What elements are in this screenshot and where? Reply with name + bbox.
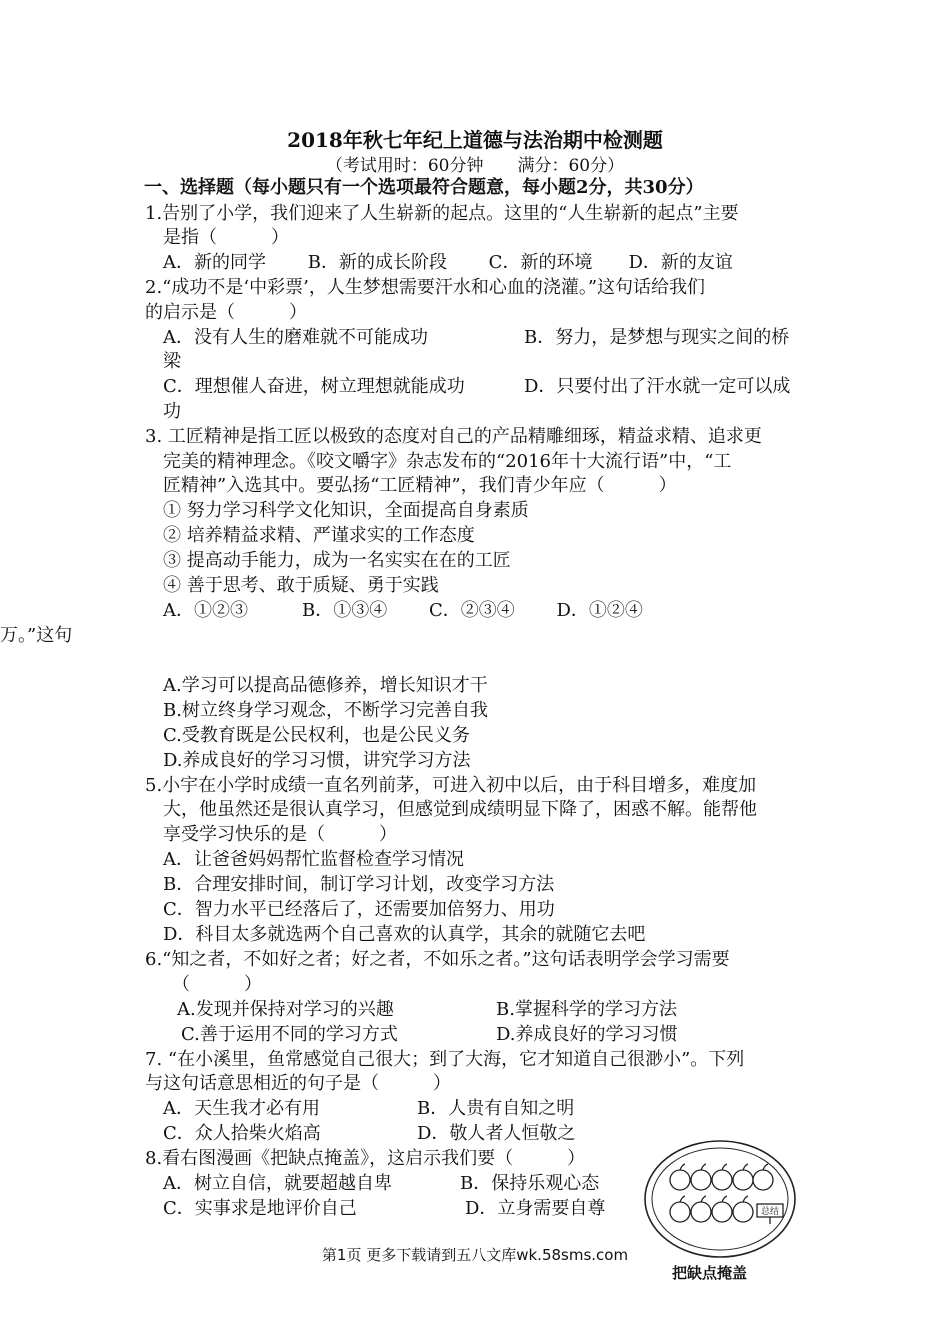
q6-option-c: C.善于运用不同的学习方式 bbox=[181, 1024, 398, 1045]
q7-option-b: B．人贵有自知之明 bbox=[417, 1098, 575, 1119]
q5-option-a: A．让爸爸妈妈帮忙监督检查学习情况 bbox=[163, 849, 464, 870]
q5-stem-line2: 大，他虽然还是很认真学习，但感觉到成绩明显下降了，困惑不解。能帮他 bbox=[163, 799, 757, 820]
q4-stem-fragment: 万。”这句 bbox=[0, 625, 73, 646]
q2-option-d-cont: 功 bbox=[163, 401, 181, 422]
q3-stem-line1: 3. 工匠精神是指工匠以极致的态度对自己的产品精雕细琢，精益求精、追求更 bbox=[145, 426, 762, 447]
q6-stem-line1: 6.“知之者，不如好之者；好之者，不如乐之者。”这句话表明学会学习需要 bbox=[145, 949, 730, 970]
q3-item-3: ③ 提高动手能力，成为一名实实在在的工匠 bbox=[163, 550, 511, 571]
q4-option-b: B.树立终身学习观念，不断学习完善自我 bbox=[163, 700, 488, 721]
q3-options: A．①②③ B．①③④ C．②③④ D．①②④ bbox=[163, 600, 643, 621]
q3-stem-line3: 匠精神”入选其中。要弘扬“工匠精神”，我们青少年应（ ） bbox=[163, 475, 677, 496]
q8-option-d: D．立身需要自尊 bbox=[465, 1198, 606, 1219]
q6-option-b: B.掌握科学的学习方法 bbox=[496, 999, 677, 1020]
page-footer: 第1页 更多下载请到五八文库wk.58sms.com bbox=[321, 1246, 629, 1264]
cartoon-illustration bbox=[642, 1138, 798, 1260]
q6-option-a: A.发现并保持对学习的兴趣 bbox=[177, 999, 394, 1020]
cartoon-caption: 把缺点掩盖 bbox=[672, 1264, 748, 1282]
q2-stem-line2: 的启示是（ ） bbox=[145, 302, 307, 323]
q7-option-d: D．敬人者人恒敬之 bbox=[417, 1123, 576, 1144]
q5-option-b: B．合理安排时间，制订学习计划，改变学习方法 bbox=[163, 874, 555, 895]
q5-stem-line1: 5.小宇在小学时成绩一直名列前茅，可进入初中以后，由于科目增多，难度加 bbox=[145, 775, 757, 796]
exam-title: 2018年秋七年纪上道德与法治期中检测题 bbox=[287, 128, 663, 152]
q1-options: A．新的同学 B．新的成长阶段 C．新的环境 D．新的友谊 bbox=[163, 252, 733, 273]
q1-stem-line2: 是指（ ） bbox=[163, 227, 289, 248]
q3-item-2: ② 培养精益求精、严谨求实的工作态度 bbox=[163, 525, 475, 546]
q4-option-c: C.受教育既是公民权利，也是公民义务 bbox=[163, 725, 470, 746]
section-heading: 一、选择题（每小题只有一个选项最符合题意，每小题2分，共30分） bbox=[144, 177, 704, 198]
q4-option-d: D.养成良好的学习习惯，讲究学习方法 bbox=[163, 750, 471, 771]
q7-option-a: A．天生我才必有用 bbox=[163, 1098, 320, 1119]
q1-stem-line1: 1.告别了小学，我们迎来了人生崭新的起点。这里的“人生崭新的起点”主要 bbox=[145, 203, 739, 224]
q8-option-a: A．树立自信，就要超越自卑 bbox=[163, 1173, 392, 1194]
q2-option-b: B．努力，是梦想与现实之间的桥 bbox=[524, 327, 790, 348]
q2-option-d: D．只要付出了汗水就一定可以成 bbox=[524, 376, 791, 397]
q7-option-c: C．众人拾柴火焰高 bbox=[163, 1123, 321, 1144]
q8-option-c: C．实事求是地评价自己 bbox=[163, 1198, 357, 1219]
q3-item-1: ① 努力学习科学文化知识，全面提高自身素质 bbox=[163, 500, 529, 521]
q2-option-b-cont: 梁 bbox=[163, 351, 181, 372]
q5-option-d: D．科目太多就选两个自己喜欢的认真学，其余的就随它去吧 bbox=[163, 924, 646, 945]
q8-stem: 8.看右图漫画《把缺点掩盖》，这启示我们要（ ） bbox=[145, 1148, 586, 1169]
exam-subtitle: （考试用时：60分钟 满分：60分） bbox=[325, 156, 625, 176]
q2-option-c: C．理想催人奋进，树立理想就能成功 bbox=[163, 376, 465, 397]
q6-stem-line2: （ ） bbox=[172, 974, 262, 995]
q8-option-b: B．保持乐观心态 bbox=[460, 1173, 600, 1194]
q6-option-d: D.养成良好的学习习惯 bbox=[496, 1024, 678, 1045]
q4-option-a: A.学习可以提高品德修养，增长知识才干 bbox=[163, 675, 488, 696]
q5-stem-line3: 享受学习快乐的是（ ） bbox=[163, 824, 397, 845]
q7-stem-line1: 7. “在小溪里，鱼常感觉自己很大；到了大海，它才知道自己很渺小”。下列 bbox=[145, 1049, 745, 1070]
q3-stem-line2: 完美的精神理念。《咬文嚼字》杂志发布的“2016年十大流行语”中，“工 bbox=[163, 451, 732, 472]
cartoon-sign-text: 总结 bbox=[760, 1207, 780, 1217]
q2-option-a: A．没有人生的磨难就不可能成功 bbox=[163, 327, 428, 348]
q7-stem-line2: 与这句话意思相近的句子是（ ） bbox=[145, 1073, 451, 1094]
q5-option-c: C．智力水平已经落后了，还需要加倍努力、用功 bbox=[163, 899, 555, 920]
q2-stem-line1: 2.“成功不是‘中彩票’，人生梦想需要汗水和心血的浇灌。”这句话给我们 bbox=[145, 277, 706, 298]
q3-item-4: ④ 善于思考、敢于质疑、勇于实践 bbox=[163, 575, 439, 596]
